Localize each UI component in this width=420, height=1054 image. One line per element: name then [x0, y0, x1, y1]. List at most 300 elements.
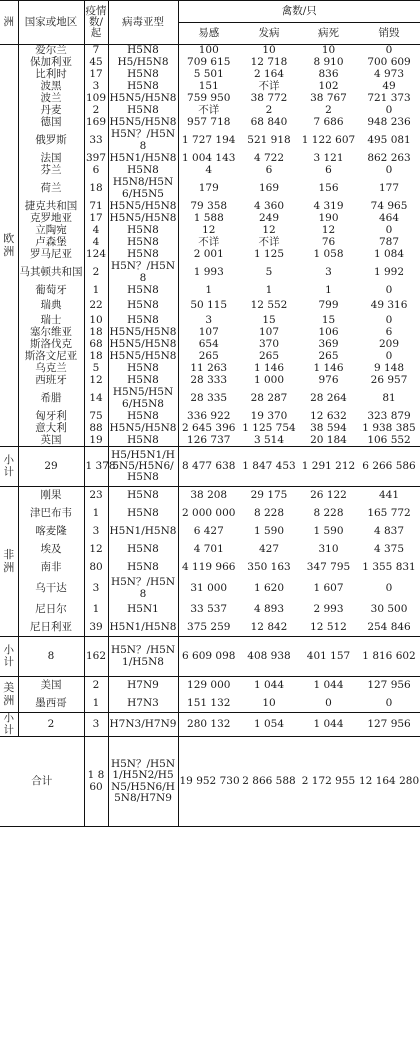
sick-cell: 28 287 [250, 391, 288, 404]
destroyed-cell: 254 846 [367, 620, 411, 633]
subtype-cell: H5N？/H5N8 [108, 129, 178, 153]
subtype-cell: H5N1/H5N8 [109, 151, 177, 164]
subtotal-destroyed: 127 956 [367, 717, 411, 730]
sick-cell: 10 [262, 44, 276, 57]
dead-cell: 38 594 [310, 421, 347, 434]
subtotal-row [0, 447, 420, 487]
dead-cell: 1 607 [313, 581, 344, 594]
total-dead: 2 172 955 [301, 774, 356, 787]
outbreak-count-cell: 39 [84, 619, 108, 637]
susceptible-cell: 6 427 [193, 524, 224, 537]
country-cell: 德国 [18, 117, 84, 129]
country-cell: 波兰 [18, 93, 84, 105]
sick-cell: 29 175 [250, 489, 288, 502]
subtype-cell: H5N1 [108, 601, 178, 619]
susceptible-cell: 12 [202, 223, 216, 236]
dead-cell: 20 184 [310, 433, 347, 446]
subtype-cell: H5N8 [108, 505, 178, 523]
subtype-cell: H5N8 [108, 105, 178, 117]
subtotal-row [0, 713, 420, 737]
country-cell: 比利时 [18, 69, 84, 81]
table-row [0, 435, 420, 447]
subtype-cell: H5N5/H5N8 [109, 91, 177, 104]
sick-cell: 12 [262, 223, 276, 236]
subtype-cell: H5N8 [108, 69, 178, 81]
table-row [0, 677, 420, 695]
susceptible-cell: 336 922 [187, 409, 231, 422]
destroyed-cell: 0 [385, 283, 393, 296]
sick-cell: 5 [265, 265, 273, 278]
susceptible-cell: 151 [198, 79, 219, 92]
table-row [0, 285, 420, 297]
subtype-cell: H5N8 [108, 249, 178, 261]
country-cell: 墨西哥 [18, 695, 84, 713]
country-cell: 瑞典 [18, 297, 84, 315]
outbreak-count-cell: 88 [84, 423, 108, 435]
country-cell: 芬兰 [18, 165, 84, 177]
outbreak-count-cell: 23 [84, 487, 108, 505]
sick-cell: 19 370 [250, 409, 288, 422]
dead-cell: 310 [318, 542, 339, 555]
dead-cell: 976 [318, 373, 339, 386]
subtype-cell: H5N8 [108, 363, 178, 375]
destroyed-cell: 0 [385, 163, 393, 176]
outbreak-count-cell: 68 [84, 339, 108, 351]
table-row [0, 69, 420, 81]
outbreak-count-cell: 12 [84, 375, 108, 387]
country-cell: 捷克共和国 [18, 201, 84, 213]
subtotal-susceptible: 6 609 098 [182, 649, 236, 662]
table-row [0, 81, 420, 93]
country-cell: 爱尔兰 [18, 45, 84, 57]
country-cell: 斯洛伐克 [18, 339, 84, 351]
sick-cell: 3 514 [253, 433, 285, 446]
destroyed-cell: 49 316 [370, 298, 408, 311]
susceptible-cell: 2 000 000 [182, 506, 236, 519]
destroyed-cell: 464 [379, 211, 400, 224]
subtype-cell: H5N8 [108, 285, 178, 297]
sick-cell: 6 [265, 163, 273, 176]
sick-cell: 38 772 [250, 91, 288, 104]
subtype-cell: H5N8 [108, 315, 178, 327]
subtype-cell: H7N3 [108, 695, 178, 713]
destroyed-cell: 4 973 [373, 67, 405, 80]
table-row [0, 411, 420, 423]
subtotal-label: 小计 [0, 713, 18, 737]
country-cell: 塞尔维亚 [18, 327, 84, 339]
dead-cell: 1 590 [313, 524, 344, 537]
destroyed-cell: 0 [385, 223, 393, 236]
dead-cell: 265 [318, 349, 339, 362]
header-destroyed: 销毁 [378, 26, 400, 39]
subtotal-outbreaks: 3 [84, 713, 108, 737]
susceptible-cell: 1 [205, 283, 213, 296]
susceptible-cell: 375 259 [187, 620, 231, 633]
susceptible-cell: 759 950 [187, 91, 231, 104]
destroyed-cell: 441 [379, 489, 400, 502]
destroyed-cell: 49 [382, 79, 396, 92]
subtype-cell: H5N8 [108, 297, 178, 315]
dead-cell: 1 [325, 283, 332, 296]
sick-cell: 2 [265, 103, 273, 116]
dead-cell: 1 058 [313, 247, 344, 260]
subtype-cell: H5/H5N8 [108, 57, 178, 69]
table-row [0, 315, 420, 327]
table-row [0, 261, 420, 285]
country-cell: 立陶宛 [18, 225, 84, 237]
country-cell: 荷兰 [18, 177, 84, 201]
table-row [0, 601, 420, 619]
subtype-cell: H5N8/H5N6/H5N5 [108, 177, 178, 201]
subtype-cell: H5N8 [108, 45, 178, 57]
destroyed-cell: 0 [385, 349, 393, 362]
total-outbreaks: 1 860 [84, 737, 108, 827]
outbreak-count-cell: 22 [84, 297, 108, 315]
subtype-cell: H5N8 [108, 541, 178, 559]
sick-cell: 1 125 [253, 247, 285, 260]
total-susceptible: 19 952 730 [179, 774, 240, 787]
susceptible-cell: 28 333 [190, 373, 228, 386]
total-label: 合计 [0, 737, 84, 827]
destroyed-cell: 495 081 [367, 133, 411, 146]
outbreak-count-cell: 4 [84, 237, 108, 249]
country-cell: 尼日尔 [18, 601, 84, 619]
country-cell: 乌克兰 [18, 363, 84, 375]
outbreak-count-cell: 3 [84, 523, 108, 541]
continent-label [0, 487, 18, 637]
outbreak-count-cell: 17 [84, 69, 108, 81]
outbreak-count-cell: 33 [84, 129, 108, 153]
sick-cell: 4 722 [253, 151, 285, 164]
subtype-cell: H5N5/H5N8 [109, 325, 177, 338]
susceptible-cell: 1 004 143 [182, 151, 236, 164]
sick-cell: 107 [258, 325, 280, 338]
subtotal-country-count: 29 [18, 447, 84, 487]
subtype-cell: H5N5/H5N8 [109, 115, 177, 128]
sick-cell: 4 893 [253, 602, 285, 615]
susceptible-cell: 4 [205, 163, 213, 176]
outbreak-count-cell: 19 [84, 435, 108, 447]
destroyed-cell: 1 938 385 [362, 421, 416, 434]
subtype-cell: H5N8 [108, 559, 178, 577]
country-cell: 南非 [18, 559, 84, 577]
country-cell: 喀麦隆 [18, 523, 84, 541]
sick-cell: 169 [258, 181, 280, 194]
outbreak-count-cell: 169 [85, 115, 107, 128]
sick-cell: 12 552 [250, 298, 288, 311]
susceptible-cell: 4 119 966 [182, 560, 236, 573]
dead-cell: 1 122 607 [301, 133, 356, 146]
total-destroyed: 12 164 280 [359, 774, 420, 787]
subtype-cell: H5N1/H5N8 [108, 619, 178, 637]
susceptible-cell: 709 615 [187, 55, 231, 68]
continent-text: 非洲 [3, 548, 15, 574]
country-cell: 意大利 [18, 423, 84, 435]
table-row [0, 541, 420, 559]
table-row [0, 117, 420, 129]
subtotal-destroyed: 6 266 586 [362, 459, 416, 472]
country-cell: 尼日利亚 [18, 619, 84, 637]
country-cell: 瑞士 [18, 315, 84, 327]
susceptible-cell: 不详 [198, 103, 220, 116]
dead-cell: 8 228 [313, 506, 344, 519]
subtotal-country-count: 8 [18, 637, 84, 677]
susceptible-cell: 126 737 [187, 433, 231, 446]
outbreak-count-cell: 18 [84, 351, 108, 363]
outbreak-count-cell: 2 [84, 261, 108, 285]
table-row [0, 105, 420, 117]
dead-cell: 6 [325, 163, 332, 176]
dead-cell: 7 686 [313, 115, 344, 128]
table-row [0, 523, 420, 541]
header-susceptible: 易感 [198, 26, 220, 39]
sick-cell: 1 [265, 283, 273, 296]
sick-cell: 68 840 [250, 115, 288, 128]
susceptible-cell: 11 263 [190, 361, 228, 374]
table-row [0, 505, 420, 523]
destroyed-cell: 0 [385, 696, 393, 709]
dead-cell: 2 993 [313, 602, 344, 615]
destroyed-cell: 0 [385, 581, 393, 594]
dead-cell: 3 [325, 265, 332, 278]
sick-cell: 1 146 [253, 361, 285, 374]
sick-cell: 370 [258, 337, 280, 350]
dead-cell: 3 121 [313, 151, 344, 164]
country-cell: 俄罗斯 [18, 129, 84, 153]
dead-cell: 28 264 [310, 391, 347, 404]
continent-text: 美洲 [3, 681, 15, 707]
table-row [0, 351, 420, 363]
subtype-cell: H5N8 [108, 81, 178, 93]
dead-cell: 0 [325, 696, 332, 709]
dead-cell: 836 [318, 67, 339, 80]
outbreak-count-cell: 45 [84, 57, 108, 69]
susceptible-cell: 107 [198, 325, 219, 338]
subtotal-susceptible: 280 132 [187, 717, 231, 730]
outbreak-count-cell: 14 [84, 387, 108, 411]
outbreak-count-cell: 75 [84, 411, 108, 423]
outbreak-count-cell: 124 [85, 247, 107, 260]
dead-cell: 106 [318, 325, 339, 338]
destroyed-cell: 0 [385, 44, 393, 57]
subtotal-dead: 1 291 212 [301, 459, 356, 472]
table-row [0, 695, 420, 713]
susceptible-cell: 5 501 [193, 67, 224, 80]
outbreak-count-cell: 2 [84, 677, 108, 695]
sick-cell: 12 842 [250, 620, 288, 633]
outbreak-count-cell: 17 [84, 213, 108, 225]
subtotal-dead: 1 044 [313, 717, 344, 730]
subtotal-subtype: H7N3/H7N9 [108, 713, 178, 737]
continent-label [0, 677, 18, 713]
dead-cell: 4 319 [313, 199, 344, 212]
susceptible-cell: 129 000 [187, 679, 231, 692]
sick-cell: 1 044 [253, 679, 285, 692]
table-row [0, 165, 420, 177]
destroyed-cell: 700 609 [367, 55, 411, 68]
outbreak-count-cell: 2 [84, 105, 108, 117]
dead-cell: 1 044 [313, 679, 344, 692]
outbreak-count-cell: 397 [85, 151, 107, 164]
susceptible-cell: 不详 [198, 235, 220, 248]
dead-cell: 12 [321, 223, 336, 236]
outbreak-count-cell: 12 [84, 541, 108, 559]
table-row [0, 577, 420, 601]
destroyed-cell: 127 956 [367, 679, 411, 692]
dead-cell: 8 910 [313, 55, 344, 68]
dead-cell: 2 [325, 103, 332, 116]
sick-cell: 4 360 [253, 199, 285, 212]
country-cell: 英国 [18, 435, 84, 447]
country-cell: 埃及 [18, 541, 84, 559]
country-cell: 卢森堡 [18, 237, 84, 249]
sick-cell: 12 718 [250, 55, 288, 68]
table-row [0, 559, 420, 577]
sick-cell: 265 [258, 349, 280, 362]
header-sick: 发病 [258, 26, 280, 39]
table-row [0, 375, 420, 387]
header-outbreaks: 疫情数/起 [84, 1, 108, 45]
country-cell: 法国 [18, 153, 84, 165]
subtype-cell: H5N1/H5N8 [108, 523, 178, 541]
country-cell: 匈牙利 [18, 411, 84, 423]
outbreak-count-cell: 3 [84, 81, 108, 93]
outbreak-count-cell: 3 [84, 577, 108, 601]
sick-cell: 10 [262, 696, 276, 709]
table-row [0, 327, 420, 339]
sick-cell: 1 125 754 [242, 421, 296, 434]
susceptible-cell: 31 000 [190, 581, 228, 594]
table-row [0, 387, 420, 411]
susceptible-cell: 179 [198, 181, 219, 194]
sick-cell: 1 000 [253, 373, 285, 386]
dead-cell: 15 [321, 313, 336, 326]
subtype-cell: H5N5/H5N8 [109, 421, 177, 434]
country-cell: 保加利亚 [18, 57, 84, 69]
dead-cell: 369 [318, 337, 339, 350]
header-poultry: 禽数/只 [178, 1, 420, 23]
total-row [0, 737, 420, 827]
outbreak-count-cell: 5 [84, 363, 108, 375]
outbreak-count-cell: 7 [84, 45, 108, 57]
dead-cell: 26 122 [310, 489, 347, 502]
dead-cell: 12 632 [310, 409, 347, 422]
table-row [0, 423, 420, 435]
sick-cell: 不详 [258, 79, 280, 92]
outbreak-count-cell: 71 [84, 201, 108, 213]
subtotal-destroyed: 1 816 602 [362, 649, 416, 662]
country-cell: 葡萄牙 [18, 285, 84, 297]
subtotal-label: 小计 [0, 637, 18, 677]
dead-cell: 102 [318, 79, 339, 92]
destroyed-cell: 4 837 [373, 524, 405, 537]
subtype-cell: H5N？/H5N8 [108, 577, 178, 601]
header-continent: 洲 [0, 1, 18, 45]
subtotal-sick: 1 847 453 [242, 459, 296, 472]
table-row [0, 153, 420, 165]
continent-text: 欧洲 [3, 232, 15, 258]
table-row [0, 339, 420, 351]
table-row [0, 201, 420, 213]
susceptible-cell: 2 645 396 [182, 421, 236, 434]
dead-cell: 190 [318, 211, 339, 224]
subtype-cell: H5N8 [108, 237, 178, 249]
sick-cell: 427 [258, 542, 280, 555]
subtotal-country-count: 2 [18, 713, 84, 737]
destroyed-cell: 106 552 [367, 433, 411, 446]
susceptible-cell: 151 132 [187, 696, 231, 709]
subtype-cell: H5N5/H5N6/H5N8 [108, 387, 178, 411]
destroyed-cell: 177 [379, 181, 400, 194]
subtype-cell: H5N8 [108, 225, 178, 237]
dead-cell: 10 [321, 44, 336, 57]
susceptible-cell: 79 358 [190, 199, 228, 212]
dead-cell: 12 512 [310, 620, 347, 633]
subtype-cell: H5N5/H5N8 [109, 199, 177, 212]
susceptible-cell: 1 993 [193, 265, 224, 278]
sick-cell: 350 163 [247, 560, 291, 573]
outbreak-count-cell: 18 [84, 177, 108, 201]
country-cell: 刚果 [18, 487, 84, 505]
outbreak-count-cell: 18 [84, 327, 108, 339]
dead-cell: 38 767 [310, 91, 347, 104]
sick-cell: 521 918 [247, 133, 291, 146]
susceptible-cell: 100 [198, 44, 219, 57]
susceptible-cell: 1 727 194 [182, 133, 236, 146]
sick-cell: 2 164 [253, 67, 285, 80]
outbreak-count-cell: 1 [84, 285, 108, 297]
country-cell: 乌干达 [18, 577, 84, 601]
outbreak-count-cell: 80 [84, 559, 108, 577]
dead-cell: 1 146 [313, 361, 344, 374]
subtotal-subtype: H5N？/H5N1/H5N8 [108, 637, 178, 677]
destroyed-cell: 862 263 [367, 151, 411, 164]
subtype-cell: H5N5/H5N8 [109, 349, 177, 362]
table-row [0, 363, 420, 375]
table-row [0, 45, 420, 57]
country-cell: 丹麦 [18, 105, 84, 117]
subtotal-subtype: H5/H5N1/H5N5/H5N6/H5N8 [108, 447, 178, 487]
table-row [0, 249, 420, 261]
dead-cell: 76 [321, 235, 336, 248]
table-body [0, 45, 420, 827]
header-dead: 病死 [318, 26, 339, 39]
subtotal-dead: 401 157 [306, 649, 351, 662]
table-row [0, 177, 420, 201]
country-cell: 津巴布韦 [18, 505, 84, 523]
susceptible-cell: 33 537 [190, 602, 228, 615]
continent-label [0, 45, 18, 447]
destroyed-cell: 74 965 [370, 199, 408, 212]
subtype-cell: H5N8 [108, 435, 178, 447]
destroyed-cell: 30 500 [370, 602, 408, 615]
subtype-cell: H5N？/H5N8 [108, 261, 178, 285]
destroyed-cell: 4 375 [373, 542, 405, 555]
destroyed-cell: 26 957 [370, 373, 408, 386]
table-row [0, 225, 420, 237]
destroyed-cell: 209 [379, 337, 400, 350]
subtotal-susceptible: 8 477 638 [182, 459, 236, 472]
country-cell: 波黑 [18, 81, 84, 93]
table-row [0, 213, 420, 225]
destroyed-cell: 948 236 [367, 115, 411, 128]
outbreak-count-cell: 1 [84, 601, 108, 619]
sick-cell: 8 228 [253, 506, 285, 519]
table-row [0, 237, 420, 249]
total-sick: 2 866 588 [242, 774, 296, 787]
country-cell: 斯洛文尼亚 [18, 351, 84, 363]
susceptible-cell: 3 [205, 313, 213, 326]
